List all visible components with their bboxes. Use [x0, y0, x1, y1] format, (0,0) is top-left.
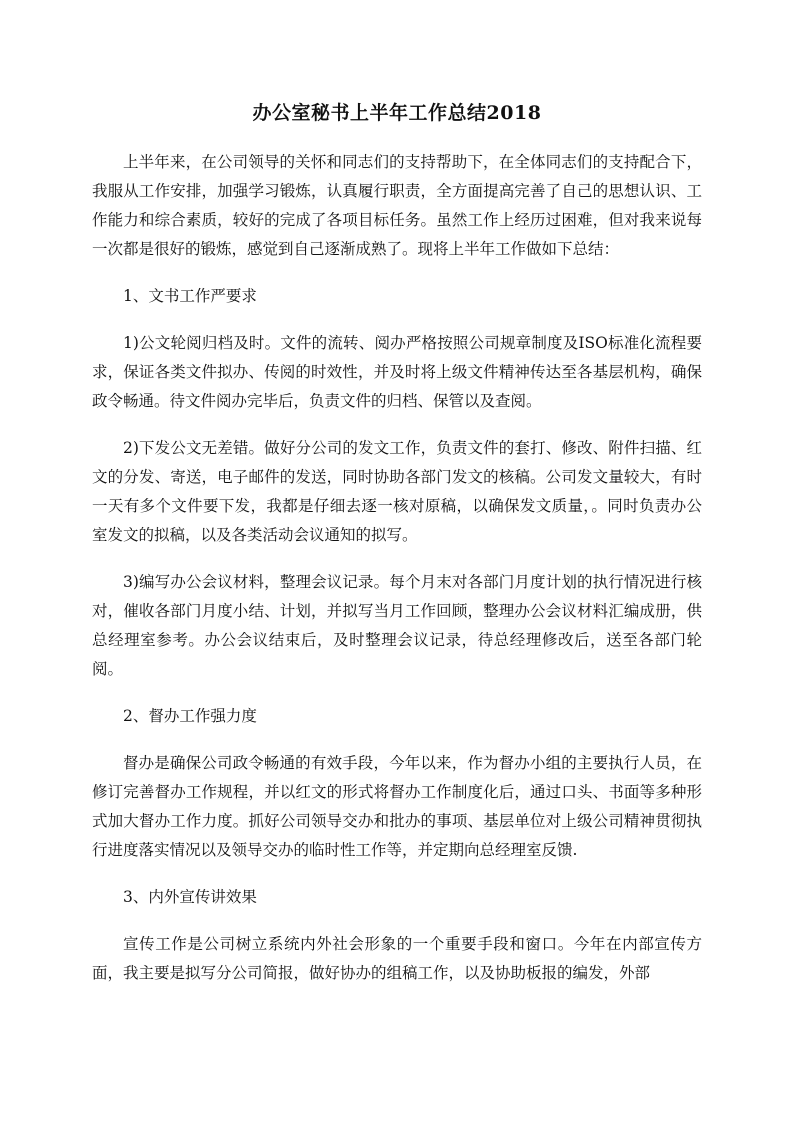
- section-1-item-2: 2)下发公文无差错。做好分公司的发文工作，负责文件的套打、修改、附件扫描、红文的分发、寄送，电子邮件的发送，同时协助各部门发文的核稿。公司发文量较大，有时一天有多个文件要下发，我都是仔细去逐一核对原稿，以确保发文质量，。同时负责办公室发文的拟稿，以及各类活动会议通知的拟写。: [92, 439, 702, 544]
- document-body: [92, 148, 702, 1006]
- document-title: 办公室秘书上半年工作总结2018: [252, 102, 542, 124]
- intro-paragraph: 上半年来，在公司领导的关怀和同志们的支持帮助下，在全体同志们的支持配合下，我服从工作安排，加强学习锻炼，认真履行职责，全方面提高完善了自己的思想认识、工作能力和综合素质，较好的完成了各项目标任务。虽然工作上经历过困难，但对我来说每一次都是很好的锻炼，感觉到自己逐渐成熟了。现将上半年工作做如下总结：: [92, 153, 702, 258]
- section-2-heading: 2、督办工作强力度: [123, 707, 257, 725]
- section-1-item-1: 1)公文轮阅归档及时。文件的流转、阅办严格按照公司规章制度及ISO标准化流程要求，保证各类文件拟办、传阅的时效性，并及时将上级文件精神传达至各基层机构，确保政令畅通。待文件阅办完毕后，负责文件的归档、保管以及查阅。: [92, 334, 702, 410]
- section-1-heading: 1、文书工作严要求: [123, 287, 257, 305]
- section-1-item-3: 3)编写办公会议材料，整理会议记录。每个月末对各部门月度计划的执行情况进行核对，催收各部门月度小结、计划，并拟写当月工作回顾，整理办公会议材料汇编成册，供总经理室参考。办公会议结束后，及时整理会议记录，待总经理修改后，送至各部门轮阅。: [92, 573, 702, 678]
- section-3-paragraph: 宣传工作是公司树立系统内外社会形象的一个重要手段和窗口。今年在内部宣传方面，我主要是拟写分公司简报，做好协办的组稿工作，以及协助板报的编发，外部: [92, 935, 702, 982]
- section-2-paragraph: 督办是确保公司政令畅通的有效手段，今年以来，作为督办小组的主要执行人员，在修订完善督办工作规程，并以红文的形式将督办工作制度化后，通过口头、书面等多种形式加大督办工作力度。抓好公司领导交办和批办的事项、基层单位对上级公司精神贯彻执行进度落实情况以及领导交办的临时性工作等，并定期向总经理室反馈.: [92, 754, 702, 859]
- section-3-heading: 3、内外宣传讲效果: [123, 888, 257, 906]
